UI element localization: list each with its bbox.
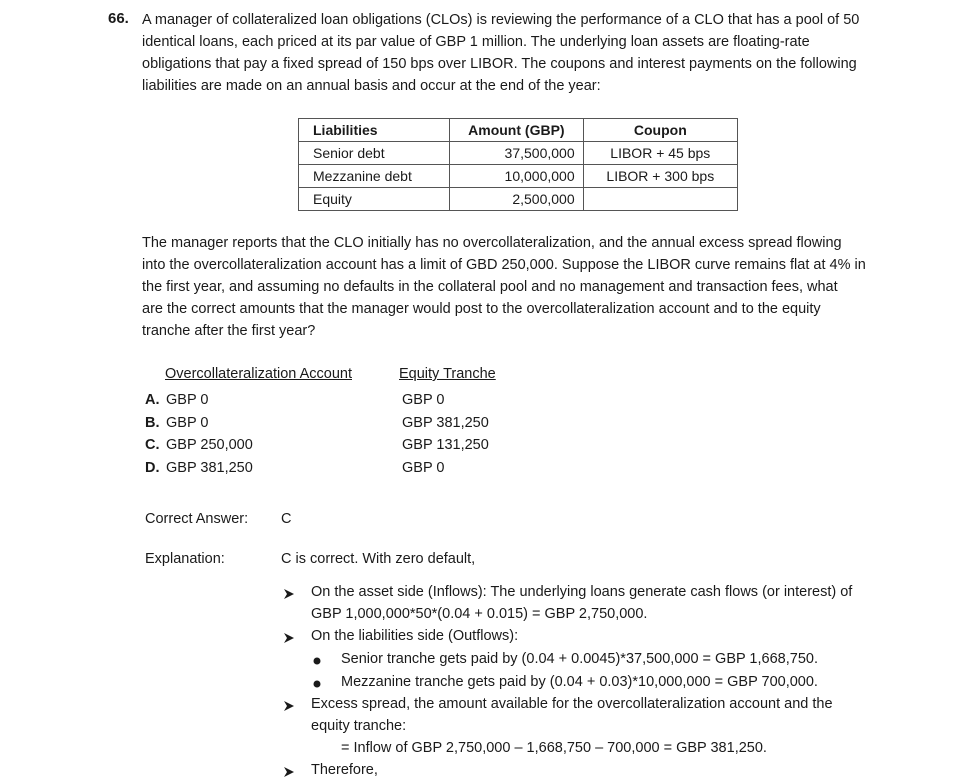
table-cell — [583, 188, 737, 211]
table-header-row — [299, 119, 738, 142]
option-eq-value: GBP 0 — [402, 460, 445, 476]
correct-answer-label: Correct Answer: — [145, 511, 249, 527]
dot-bullet-icon — [313, 680, 321, 688]
excess-line-1: Excess spread, the amount available for the overcollateralization account and the — [311, 696, 833, 712]
asset-line-2: GBP 1,000,000*50*(0.04 + 0.015) = GBP 2,750,000. — [311, 606, 648, 622]
option-letter: A. — [145, 392, 160, 408]
asset-line-1: On the asset side (Inflows): The underlying loans generate cash flows (or interest) of — [311, 584, 853, 600]
option-oc-value: GBP 381,250 — [166, 460, 253, 476]
option-oc-value: GBP 250,000 — [166, 437, 253, 453]
explanation-label: Explanation: — [145, 551, 225, 567]
table-cell: 2,500,000 — [450, 188, 584, 211]
arrow-bullet-icon — [283, 700, 295, 712]
liabilities-line: On the liabilities side (Outflows): — [311, 628, 519, 644]
arrow-bullet-icon — [283, 766, 295, 778]
option-letter: B. — [145, 415, 160, 431]
options-col2-header: Equity Tranche — [399, 366, 496, 382]
prompt-line-1: The manager reports that the CLO initially has no overcollateralization, and the annual excess spread flowing — [142, 235, 842, 251]
option-letter: D. — [145, 460, 160, 476]
excess-calc: = Inflow of GBP 2,750,000 – 1,668,750 – 700,000 = GBP 381,250. — [341, 740, 767, 756]
question-line-2: identical loans, each priced at its par value of GBP 1 million. The underlying loan assets are floating-rate — [142, 34, 810, 50]
option-oc-value: GBP 0 — [166, 392, 209, 408]
excess-line-2: equity tranche: — [311, 718, 407, 734]
table-cell: LIBOR + 45 bps — [583, 142, 737, 165]
option-eq-value: GBP 381,250 — [402, 415, 489, 431]
question-line-4: liabilities are made on an annual basis and occur at the end of the year: — [142, 78, 601, 94]
table-header: Liabilities — [299, 119, 450, 142]
table-row — [299, 165, 738, 188]
option-eq-value: GBP 131,250 — [402, 437, 489, 453]
prompt-line-2: into the overcollateralization account has a limit of GBD 250,000. Suppose the LIBOR curve remains flat at 4% in — [142, 257, 866, 273]
table-cell: Senior debt — [299, 142, 450, 165]
prompt-line-3: the first year, and assuming no defaults in the collateral pool and no management and transaction fees, what — [142, 279, 838, 295]
liabilities-table — [298, 118, 738, 211]
table-cell: Equity — [299, 188, 450, 211]
dot-bullet-icon — [313, 657, 321, 665]
correct-answer-value: C — [281, 511, 292, 527]
senior-line: Senior tranche gets paid by (0.04 + 0.0045)*37,500,000 = GBP 1,668,750. — [341, 651, 818, 667]
explanation-intro: C is correct. With zero default, — [281, 551, 476, 567]
question-line-1: A manager of collateralized loan obligations (CLOs) is reviewing the performance of a CLO that has a pool of 50 — [142, 12, 860, 28]
arrow-bullet-icon — [283, 632, 295, 644]
table-cell: 10,000,000 — [450, 165, 584, 188]
options-col1-header: Overcollateralization Account — [165, 366, 352, 382]
mezzanine-line: Mezzanine tranche gets paid by (0.04 + 0.03)*10,000,000 = GBP 700,000. — [341, 674, 818, 690]
table-header: Coupon — [583, 119, 737, 142]
option-oc-value: GBP 0 — [166, 415, 209, 431]
table-row — [299, 142, 738, 165]
option-eq-value: GBP 0 — [402, 392, 445, 408]
table-cell: Mezzanine debt — [299, 165, 450, 188]
table-cell: LIBOR + 300 bps — [583, 165, 737, 188]
table-row — [299, 188, 738, 211]
therefore-line: Therefore, — [311, 762, 378, 778]
table-header: Amount (GBP) — [450, 119, 584, 142]
question-line-3: obligations that pay a fixed spread of 150 bps over LIBOR. The coupons and interest payments on the following — [142, 56, 857, 72]
table-cell: 37,500,000 — [450, 142, 584, 165]
prompt-line-4: are the correct amounts that the manager would post to the overcollateralization account and to the equity — [142, 301, 821, 317]
question-number: 66. — [108, 10, 129, 27]
arrow-bullet-icon — [283, 588, 295, 600]
option-letter: C. — [145, 437, 160, 453]
prompt-line-5: tranche after the first year? — [142, 323, 316, 339]
